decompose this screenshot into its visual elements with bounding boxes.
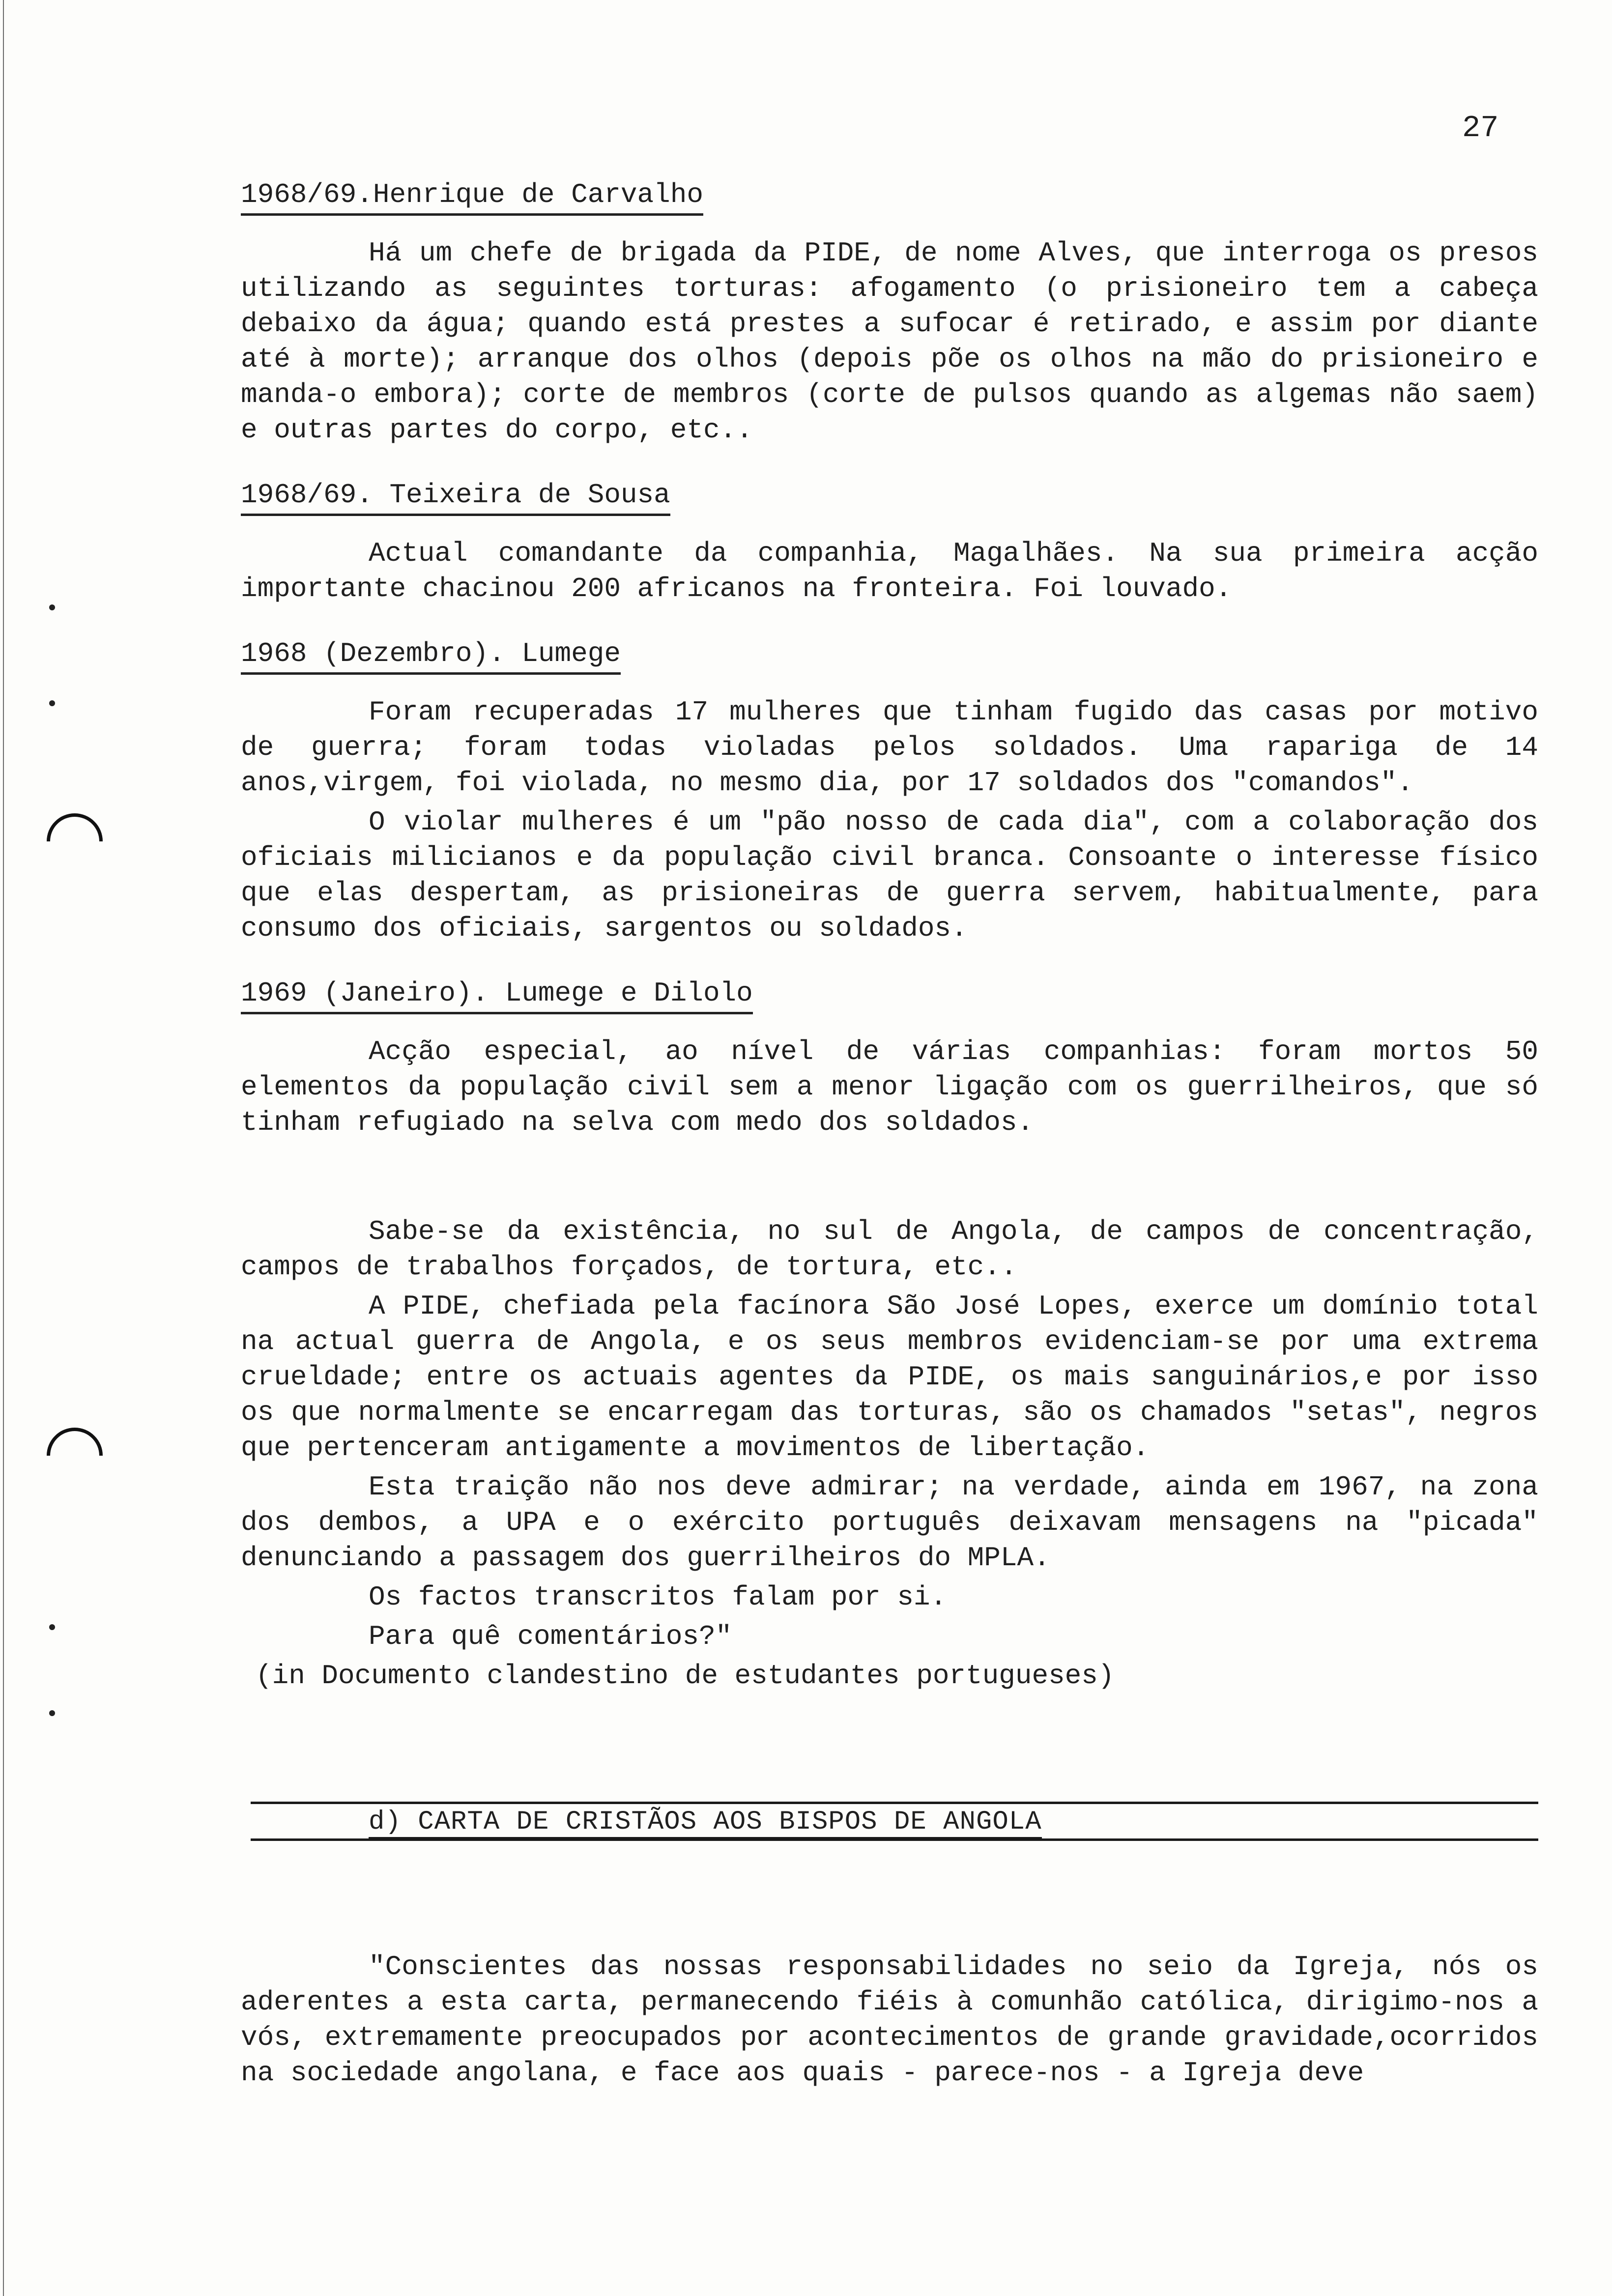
paragraph: Sabe-se da existência, no sul de Angola, de campos de concentração, campos de trabalhos forçados, de tortura, etc.. — [241, 1216, 1538, 1283]
section-d-title: d) CARTA DE CRISTÃOS AOS BISPOS DE ANGOLA — [369, 1808, 1042, 1839]
paragraph: Foram recuperadas 17 mulheres que tinham fugido das casas por motivo de guerra; foram todas violadas pelos soldados. Uma rapariga de 14 anos,virgem, foi violada, no mesmo dia, por 17 soldados dos "comandos". — [241, 696, 1538, 799]
punch-hole-mark — [35, 802, 114, 881]
paragraph: Actual comandante da companhia, Magalhães. Na sua primeira acção importante chacinou 200 africanos na fronteira. Foi louvado. — [241, 538, 1538, 604]
letter-paragraph: "Conscientes das nossas responsabilidades no seio da Igreja, nós os aderentes a esta carta, permanecendo fiéis à comunhão católica, dirigimo-nos a vós, extremamente preocupados por acontecimentos de grande gravidade,ocorridos na sociedade angolana, e face aos quais - parece-nos - a Igreja deve — [241, 1951, 1538, 2089]
margin-dot — [49, 700, 55, 706]
divider — [251, 1838, 1538, 1841]
paragraph: Esta traição não nos deve admirar; na verdade, ainda em 1967, na zona dos dembos, a UPA e o exército português deixavam mensagens na "picada" denunciando a passagem dos guerrilheiros do MPLA. — [241, 1471, 1538, 1574]
paragraph: Para quê comentários?" — [369, 1621, 732, 1652]
section-heading: 1968 (Dezembro). Lumege — [241, 636, 621, 675]
paragraph: A PIDE, chefiada pela facínora São José Lopes, exerce um domínio total na actual guerra de Angola, e os seus membros evidenciam-se por uma extrema crueldade; entre os actuais agentes da PIDE, os mais sanguinários,e por isso os que normalmente se encarregam das torturas, são os chamados "setas", negros que pertenceram antigamente a movimentos de libertação. — [241, 1291, 1538, 1464]
paragraph: O violar mulheres é um "pão nosso de cada dia", com a colaboração dos oficiais milicianos e da população civil branca. Consoante o interesse físico que elas despertam, as prisioneiras de guerra servem, habitualmente, para consumo dos oficiais, sargentos ou soldados. — [241, 806, 1538, 944]
page-number: 27 — [1462, 111, 1499, 145]
section-heading: 1968/69.Henrique de Carvalho — [241, 177, 703, 216]
paragraph: Os factos transcritos falam por si. — [369, 1581, 947, 1613]
section-heading: 1968/69. Teixeira de Sousa — [241, 477, 670, 516]
source-note: (in Documento clandestino de estudantes portugueses) — [256, 1660, 1115, 1692]
divider — [251, 1802, 1538, 1804]
main-text — [241, 177, 1538, 2091]
paragraph: Há um chefe de brigada da PIDE, de nome Alves, que interroga os presos utilizando as seguintes torturas: afogamento (o prisioneiro tem a cabeça debaixo da água; quando está prestes a sufocar é retirado, e assim por diante até à morte); arranque dos olhos (depois põe os olhos na mão do prisioneiro e manda-o embora); corte de membros (corte de pulsos quando as algemas não saem) e outras partes do corpo, etc.. — [241, 237, 1538, 446]
margin-dot — [49, 604, 55, 610]
margin-dot — [49, 1624, 55, 1630]
paragraph: Acção especial, ao nível de várias companhias: foram mortos 50 elementos da população civil sem a menor ligação com os guerrilheiros, que só tinham refugiado na selva com medo dos soldados. — [241, 1036, 1538, 1138]
section-d-header — [251, 1797, 1538, 1846]
page-edge-line — [3, 0, 4, 2296]
punch-hole-mark — [35, 1416, 114, 1495]
section-heading: 1969 (Janeiro). Lumege e Dilolo — [241, 976, 753, 1014]
margin-dot — [49, 1710, 55, 1716]
